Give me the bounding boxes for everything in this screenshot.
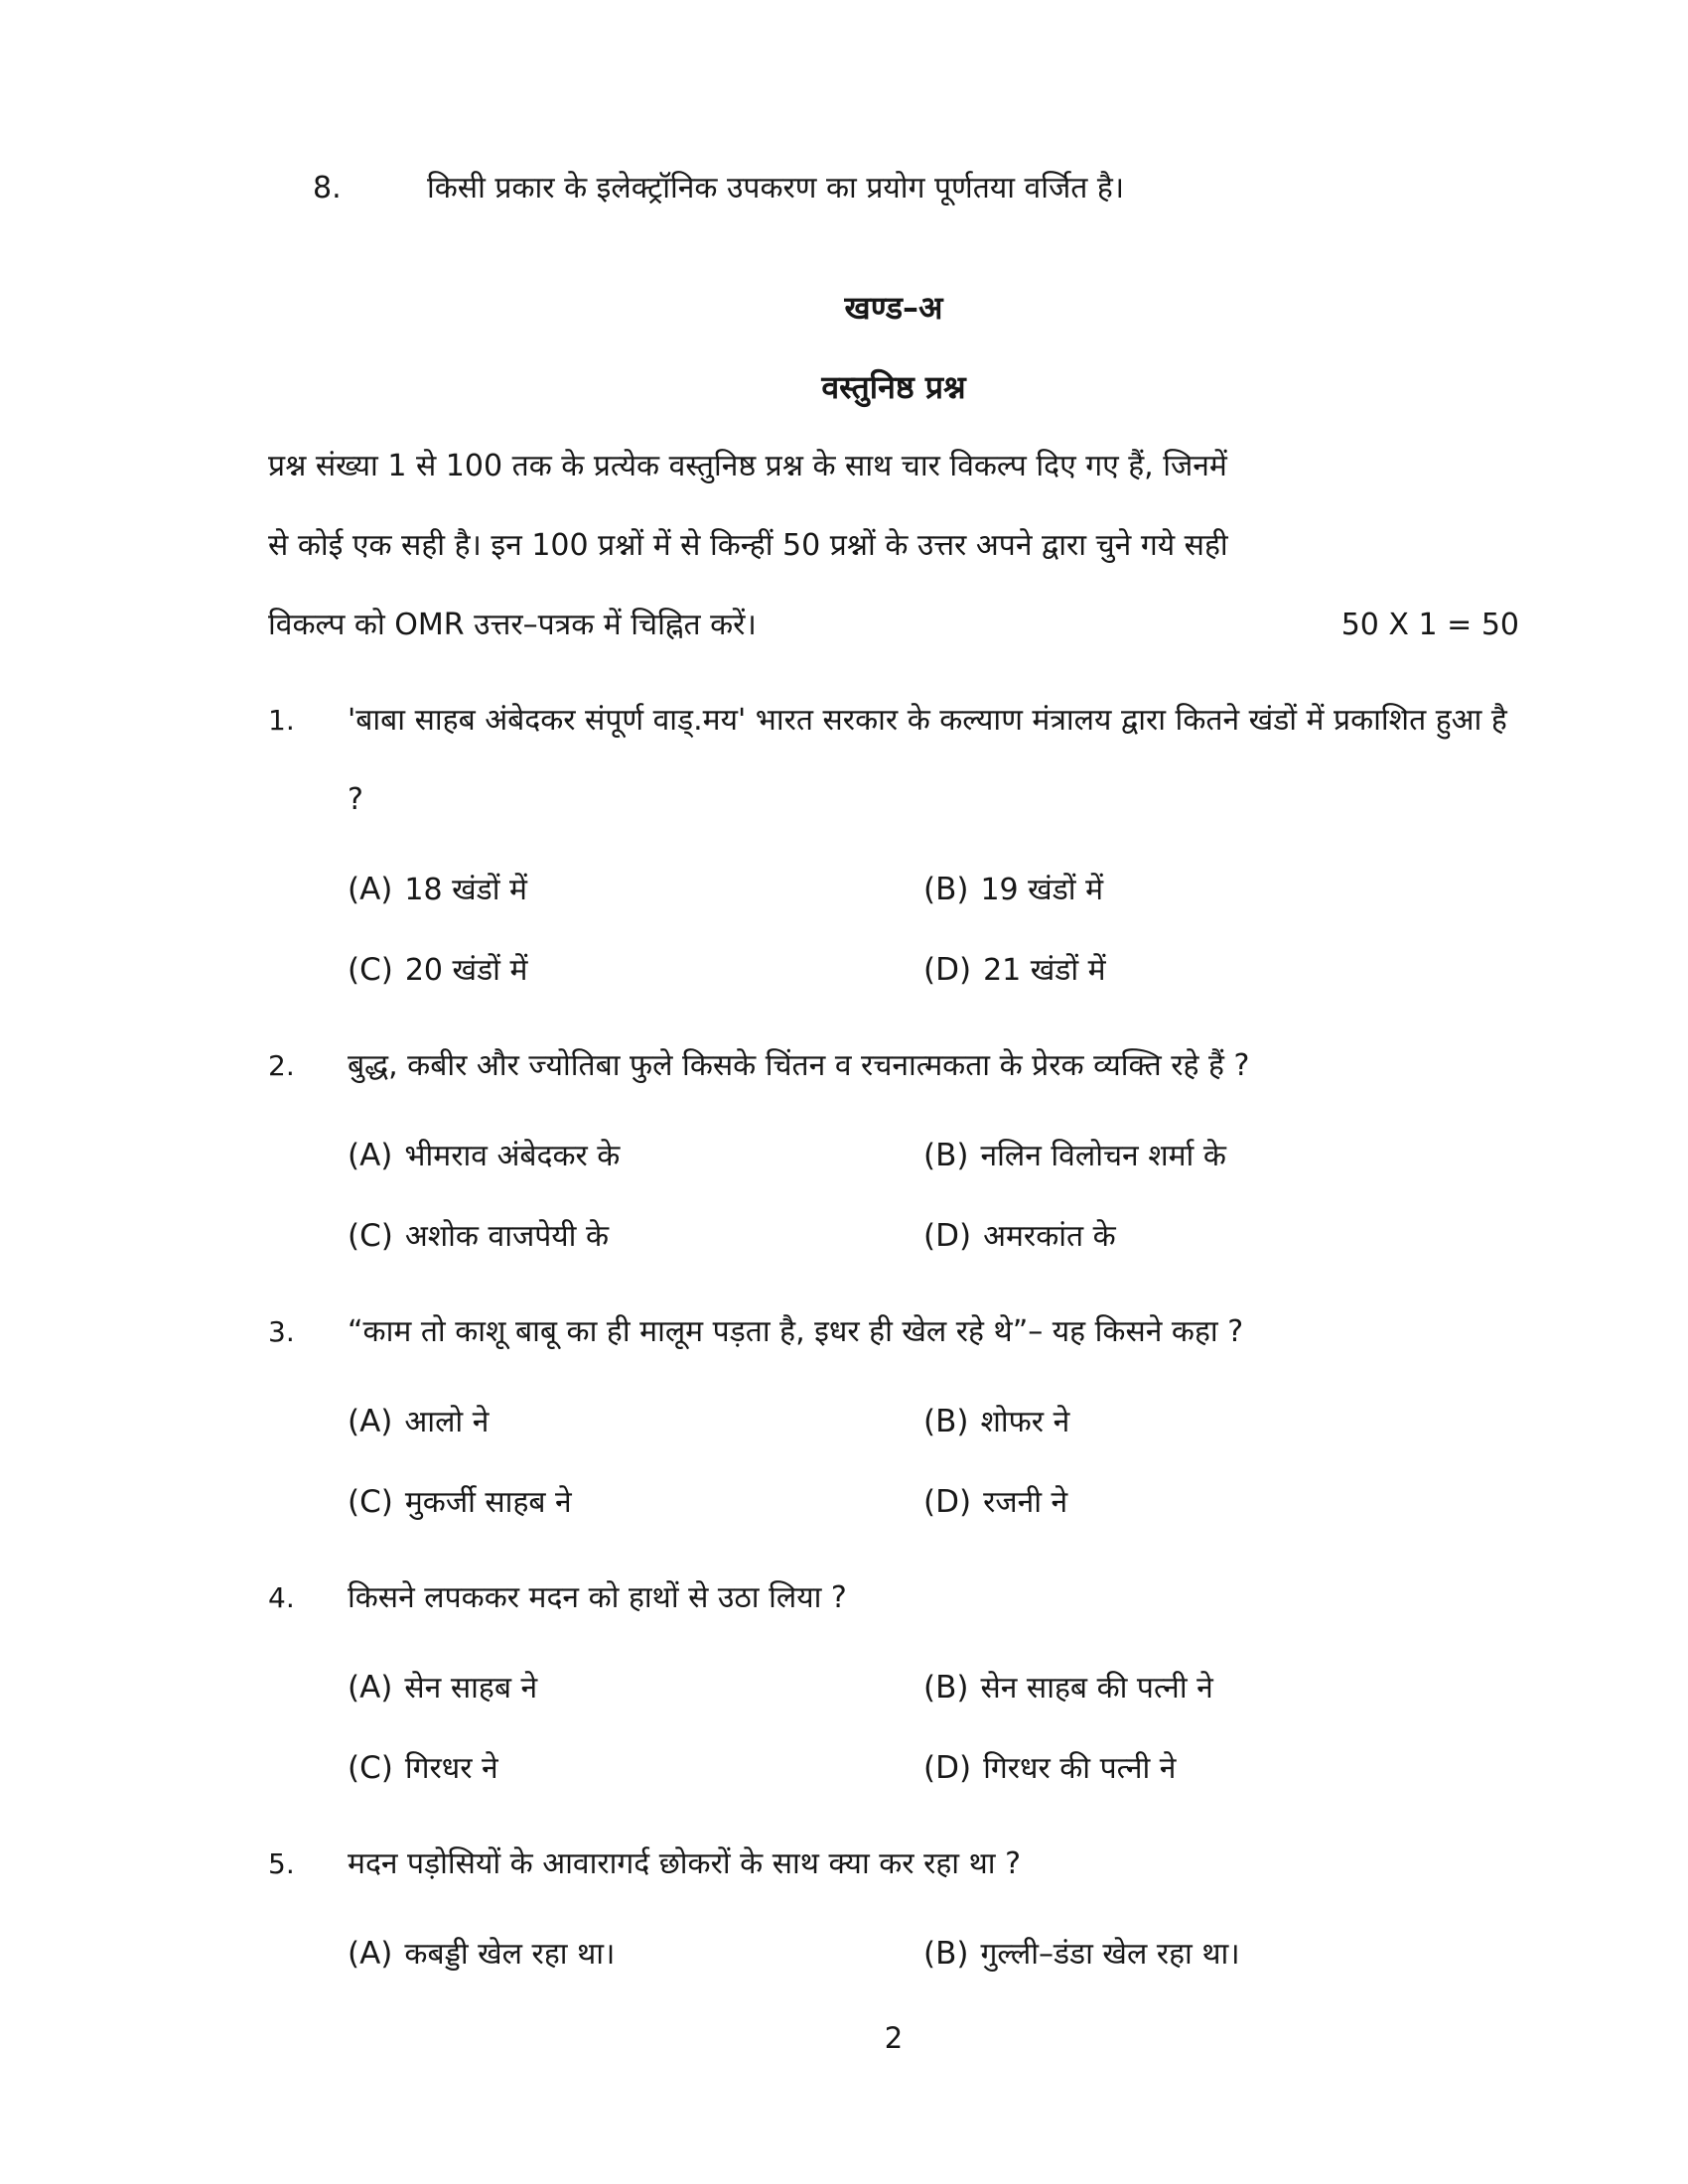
question-number: 3. — [268, 1315, 295, 1348]
question-number: 4. — [268, 1581, 295, 1614]
options-grid — [348, 1648, 1519, 1809]
options-grid — [348, 1382, 1519, 1543]
option-text: 19 खंडों में — [980, 873, 1104, 907]
option-label: (B) — [923, 1404, 969, 1439]
option-b — [923, 1648, 1519, 1728]
question-2 — [268, 1026, 1519, 1277]
option-text: मुकर्जी साहब ने — [404, 1485, 572, 1520]
option-label: (B) — [923, 1936, 969, 1972]
marks-scheme: 50 X 1 = 50 — [1340, 608, 1519, 642]
section-heading: खण्ड–अ — [844, 289, 943, 327]
option-text: रजनी ने — [983, 1485, 1068, 1520]
question-row — [268, 681, 1519, 1011]
option-text: कबड्डी खेल रहा था। — [404, 1937, 616, 1972]
instruction-number: 8. — [313, 171, 342, 205]
question-text: किसने लपककर मदन को हाथों से उठा लिया ? — [348, 1580, 847, 1615]
option-label: (D) — [923, 1750, 972, 1786]
question-row — [268, 1026, 1519, 1277]
instruction-item-8 — [268, 149, 1519, 228]
option-d — [923, 930, 1519, 1011]
option-label: (C) — [348, 1750, 393, 1786]
option-a — [348, 850, 923, 930]
option-label: (C) — [348, 1218, 393, 1254]
option-label: (A) — [348, 1138, 393, 1173]
question-row — [268, 1559, 1519, 1809]
option-label: (D) — [923, 1218, 972, 1254]
option-b — [923, 1382, 1519, 1462]
question-text: “काम तो काशू बाबू का ही मालूम पड़ता है, इधर ही खेल रहे थे”– यह किसने कहा ? — [348, 1314, 1244, 1349]
page-number: 2 — [884, 2021, 904, 2055]
option-text: अशोक वाजपेयी के — [404, 1219, 610, 1254]
question-row — [268, 1293, 1519, 1543]
options-grid — [348, 850, 1519, 1011]
question-1 — [268, 681, 1519, 1011]
question-text: मदन पड़ोसियों के आवारागर्द छोकरों के साथ क्या कर रहा था ? — [348, 1846, 1022, 1881]
question-text: 'बाबा साहब अंबेदकर संपूर्ण वाड्.मय' भारत सरकार के कल्याण मंत्रालय द्वारा कितने खंडों में प्रकाशित हुआ है ? — [348, 703, 1507, 817]
option-text: गिरधर ने — [404, 1751, 498, 1786]
question-5 — [268, 1825, 1519, 1994]
option-text: 21 खंडों में — [983, 953, 1106, 988]
option-label: (B) — [923, 872, 969, 907]
question-3 — [268, 1293, 1519, 1543]
option-text: गिरधर की पत्नी ने — [983, 1751, 1177, 1786]
section-subheading: वस्तुनिष्ठ प्रश्न — [821, 368, 966, 406]
option-text: अमरकांत के — [983, 1219, 1116, 1254]
option-text: सेन साहब की पत्नी ने — [980, 1671, 1213, 1706]
option-text: आलो ने — [404, 1405, 490, 1439]
option-d — [923, 1462, 1519, 1543]
option-label: (A) — [348, 1404, 393, 1439]
intro-line-3: विकल्प को OMR उत्तर–पत्रक में चिह्नित करें। — [268, 608, 757, 642]
option-label: (B) — [923, 1670, 969, 1706]
option-a — [348, 1382, 923, 1462]
option-text: नलिन विलोचन शर्मा के — [980, 1139, 1226, 1173]
option-b — [923, 1116, 1519, 1196]
option-c — [348, 1462, 923, 1543]
option-text: सेन साहब ने — [404, 1671, 538, 1706]
option-label: (C) — [348, 1484, 393, 1520]
options-grid — [348, 1116, 1519, 1277]
option-text: 18 खंडों में — [404, 873, 527, 907]
option-label: (A) — [348, 1936, 393, 1972]
options-grid — [348, 1914, 1519, 1994]
option-text: गुल्ली–डंडा खेल रहा था। — [980, 1937, 1240, 1972]
option-text: 20 खंडों में — [404, 953, 528, 988]
question-body — [348, 1825, 1519, 1994]
question-4 — [268, 1559, 1519, 1809]
question-text: बुद्ध, कबीर और ज्योतिबा फुले किसके चिंतन व रचनात्मकता के प्रेरक व्यक्ति रहे हैं ? — [348, 1048, 1250, 1083]
question-number: 2. — [268, 1049, 295, 1082]
option-d — [923, 1196, 1519, 1277]
question-body — [348, 1293, 1519, 1543]
question-body — [348, 1559, 1519, 1809]
option-a — [348, 1648, 923, 1728]
option-label: (A) — [348, 1670, 393, 1706]
option-c — [348, 1196, 923, 1277]
option-a — [348, 1116, 923, 1196]
intro-paragraph — [268, 427, 1519, 665]
option-label: (D) — [923, 952, 972, 988]
instruction-text: किसी प्रकार के इलेक्ट्रॉनिक उपकरण का प्रयोग पूर्णतया वर्जित है। — [427, 171, 1125, 205]
option-text: भीमराव अंबेदकर के — [404, 1139, 621, 1173]
option-label: (D) — [923, 1484, 972, 1520]
question-body — [348, 681, 1519, 1011]
option-a — [348, 1914, 923, 1994]
option-text: शोफर ने — [980, 1405, 1070, 1439]
option-d — [923, 1728, 1519, 1809]
option-b — [923, 1914, 1519, 1994]
question-number: 1. — [268, 704, 295, 737]
question-number: 5. — [268, 1847, 295, 1880]
option-label: (C) — [348, 952, 393, 988]
intro-line-3-row — [268, 586, 1519, 665]
intro-line-1: प्रश्न संख्या 1 से 100 तक के प्रत्येक वस्तुनिष्ठ प्रश्न के साथ चार विकल्प दिए गए हैं, जिनमें — [268, 449, 1227, 483]
option-b — [923, 850, 1519, 930]
option-c — [348, 1728, 923, 1809]
option-c — [348, 930, 923, 1011]
option-label: (A) — [348, 872, 393, 907]
option-label: (B) — [923, 1138, 969, 1173]
question-row — [268, 1825, 1519, 1994]
intro-line-2: से कोई एक सही है। इन 100 प्रश्नों में से किन्हीं 50 प्रश्नों के उत्तर अपने द्वारा चुने गये सही — [268, 528, 1228, 563]
question-body — [348, 1026, 1519, 1277]
